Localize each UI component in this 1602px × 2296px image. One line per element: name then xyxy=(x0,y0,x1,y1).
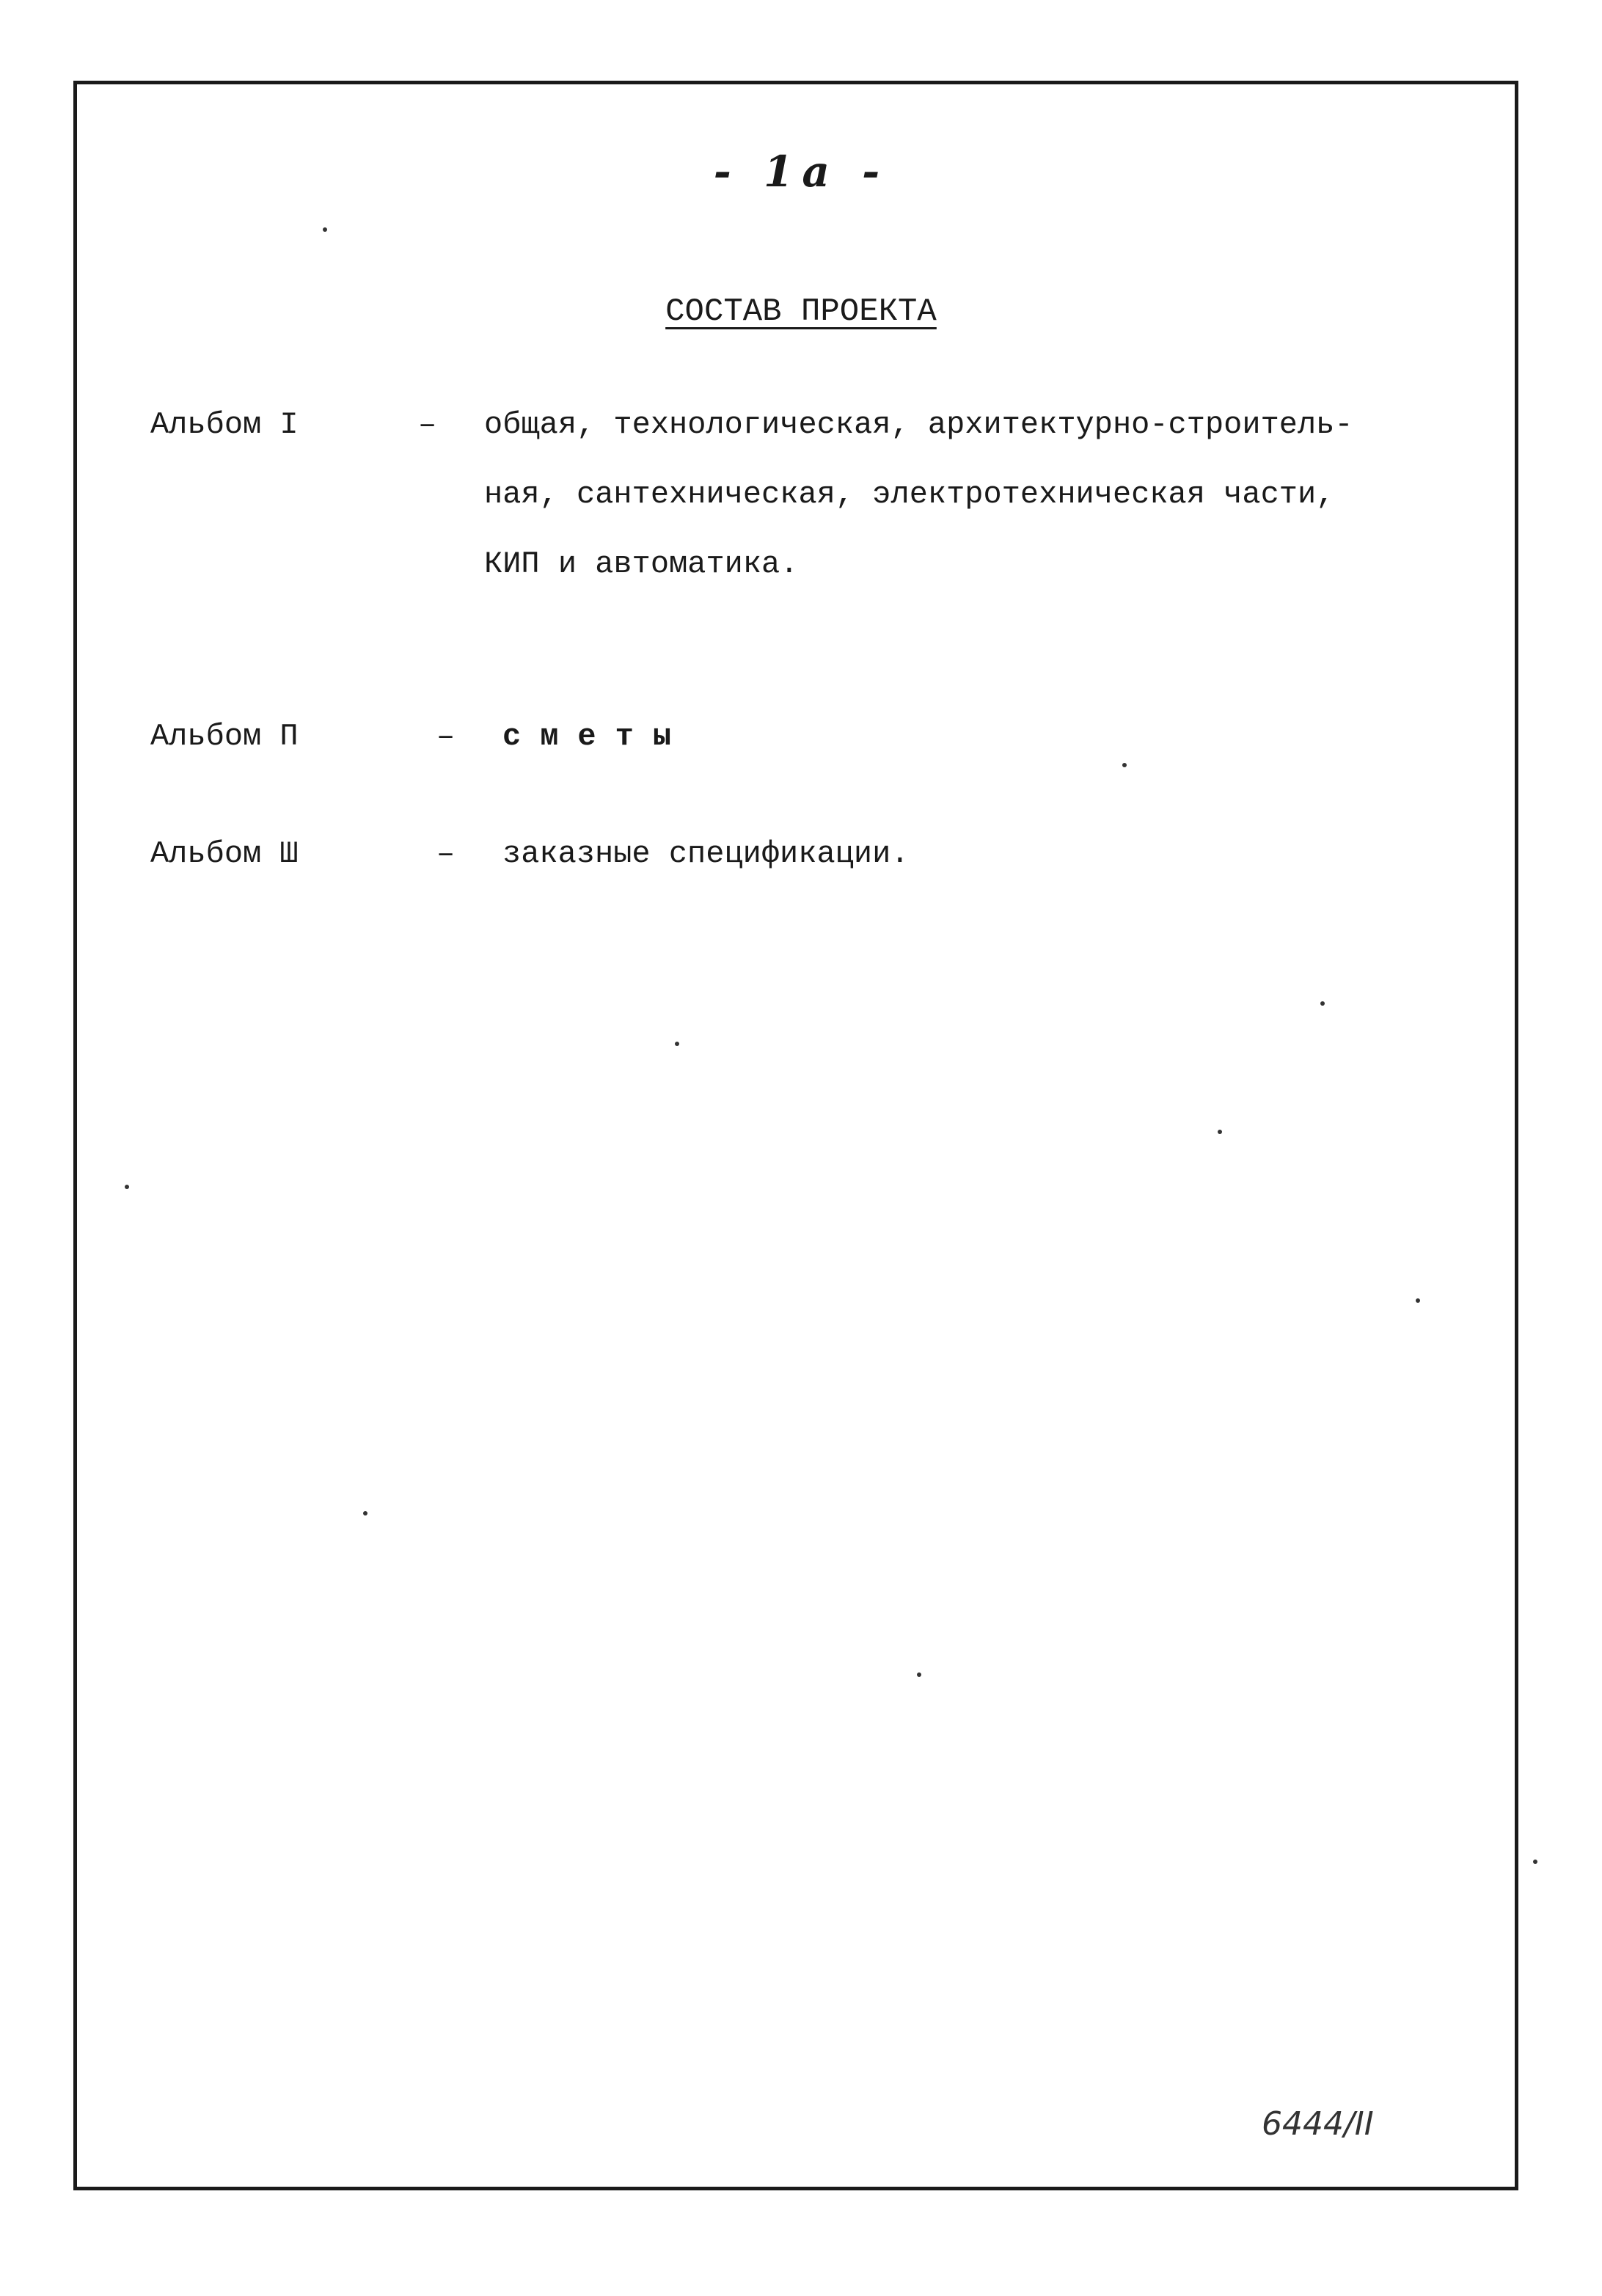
album-1-dash: – xyxy=(418,407,437,442)
scan-speck xyxy=(1122,763,1127,767)
album-2-dash: – xyxy=(436,719,456,754)
document-code-handwritten: 6444/II xyxy=(1262,2105,1374,2143)
album-3-dash: – xyxy=(436,836,456,871)
page-border xyxy=(73,81,1518,2190)
album-1-desc-line-2: ная, сантехническая, электротехническая части, xyxy=(484,477,1335,512)
scan-speck xyxy=(363,1511,367,1516)
album-1-desc-line-1: общая, технологическая, архитектурно-строитель- xyxy=(484,407,1353,442)
album-2-desc: сметы xyxy=(502,719,691,754)
scan-speck xyxy=(323,227,327,232)
scan-speck xyxy=(1218,1130,1222,1134)
album-3-desc: заказные спецификации. xyxy=(502,836,910,871)
album-1-label: Альбом I xyxy=(150,407,299,442)
scan-speck xyxy=(125,1185,129,1189)
album-2-label: Альбом П xyxy=(150,719,299,754)
album-1-desc-line-3: КИП и автоматика. xyxy=(484,546,799,582)
album-3-label: Альбом Ш xyxy=(150,836,299,871)
page-number: - 1а - xyxy=(713,147,889,197)
scan-speck xyxy=(675,1042,679,1046)
scan-speck xyxy=(917,1672,921,1677)
scan-speck xyxy=(1320,1001,1325,1006)
scan-speck xyxy=(1416,1298,1420,1303)
page-title: СОСТАВ ПРОЕКТА xyxy=(665,293,937,330)
scan-speck xyxy=(1533,1860,1537,1864)
